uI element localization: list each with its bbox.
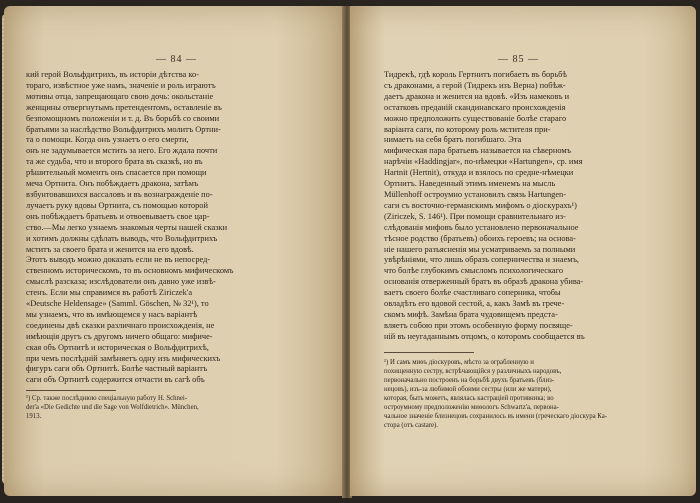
footnote-line: первоначально построенъ на борьбѣ двухъ братьевъ (близ-	[384, 377, 555, 384]
text-line: ская объ Ортнитѣ и историческая о Вольфдитрихѣ,	[26, 342, 209, 352]
text-line: тораго, извѣстное уже намъ, значеніе и роль играютъ	[26, 80, 216, 90]
text-line: мифическая пара братьевъ называется на сѣверномъ	[384, 146, 572, 156]
text-line: Ортнитъ. Наведенный этимъ именемъ на мысль	[384, 179, 556, 189]
text-line: что болѣе глубокимъ смысломъ психологическаго	[384, 266, 564, 276]
text-line: скомъ мифѣ. Замѣна брата чудовищемъ предста-	[384, 309, 558, 319]
right-page	[350, 6, 696, 496]
left-footnote-rule	[26, 390, 116, 391]
text-line: «Deutsche Heldensage» (Samml. Göschen, № 32¹), то	[26, 299, 209, 309]
footnote-line: похищенную сестру, встрѣчающійся у различныхъ народовъ,	[384, 368, 562, 375]
left-page-number: — 84 —	[156, 54, 197, 65]
text-line: та же судьба, что и второго брата въ сказкѣ, но въ	[26, 157, 203, 167]
text-line: Hartnit (Hertnit), откуда и взялось по средне-нѣмецки	[384, 168, 574, 178]
text-line: смыслѣ разсказа; изслѣдователи онъ давно уже извѣ-	[26, 277, 216, 287]
text-line: мы узнаемъ, что въ имѣющемся у насъ варіантѣ	[26, 309, 198, 319]
text-line: вляетъ собою при этомъ особенную форму посвяще-	[384, 320, 573, 330]
footnote-line: ¹) И самъ миѳъ діоскуровъ, мѣсто за ограбленную и	[384, 359, 534, 366]
text-line: кий герой Вольфдитрихъ, въ исторіи дѣтства ко-	[26, 70, 199, 79]
text-line: слѣдованія мифовъ было установлено первоначальное	[384, 222, 579, 232]
text-line: фигуръ саги объ Ортнитѣ. Болѣе частный варіантъ	[26, 364, 208, 374]
left-page-body	[26, 70, 318, 386]
text-line: имѣющія другъ съ другомъ ничего общаго: мифиче-	[26, 331, 213, 341]
text-line: онъ побѣждаетъ братьевъ и отвоевываетъ свое цар-	[26, 211, 210, 221]
text-line: овладѣть его вдовой сестой, а, какъ Замѣ въ грече-	[384, 299, 565, 309]
text-line: тѣсное родство (братьевъ) обоихъ героевъ; на основа-	[384, 233, 576, 243]
text-line: братьями за наслѣдство Вольфдитрихъ молитъ Ортни-	[26, 124, 221, 134]
right-footnote-rule	[384, 352, 474, 353]
footnote-line: стора (отъ castare).	[384, 422, 438, 429]
footnote-line: ¹) Ср. также послѣднюю спеціальную работу H. Schnei-	[26, 395, 188, 402]
text-line: ній въ неугаданнымъ отцомъ, о которомъ сообщается въ	[384, 331, 585, 341]
text-line: Тидрекѣ, гдѣ король Гертнитъ погибаетъ въ борьбѣ	[384, 70, 567, 79]
text-line: ніе нашего разъясненія мы усматриваемъ за полными	[384, 244, 576, 254]
text-line: Müllenhoff остроумно установилъ связь Hartungen-	[384, 189, 567, 199]
text-line: соединены двѣ сказки различнаго происхожденія, не	[26, 320, 215, 330]
footnote-line: остроумному предположенію миѳологъ Schwartz'а, первона-	[384, 404, 559, 411]
right-page-footnote	[384, 358, 676, 430]
text-line: съ драконами, а герой (Тидрекъ изъ Верна) побѣж-	[384, 80, 566, 90]
text-line: и хотимъ должны сдѣлать выводъ, что Вольфдитрихъ	[26, 233, 218, 243]
text-line: онъ не задумывается мстить за него. Его ждала почти	[26, 146, 218, 156]
text-line: мститъ за своего брата и женится на его вдовѣ.	[26, 244, 194, 254]
text-line: лучаетъ руку вдовы Ортнита, съ помощью которой	[26, 200, 208, 210]
text-line: увѣрѣніями, что лишь образъ соперничества и знаемъ,	[384, 255, 580, 265]
text-line: нарѣчіи «Haddingjar», по-нѣмецки «Hartungen», ср. имя	[384, 157, 583, 167]
text-line: остатковъ преданій скандинавскаго происхожденія	[384, 102, 566, 112]
right-page-body	[384, 70, 676, 343]
text-line: рѣшительный моментъ онъ спасается при помощи	[26, 168, 207, 178]
text-line: взбунтовавшихся вассаловъ и въ вознагражденіе по-	[26, 189, 213, 199]
text-line: можно предположить существованіе болѣе стараго	[384, 113, 567, 123]
left-page-footnote	[26, 394, 318, 421]
text-line: саги съ восточно-германскимъ мифомъ о діоскурахъ¹)	[384, 200, 577, 210]
footnote-line: чальное значеніе близнецовъ сохранилось въ имени (греческаго діоскура Ка-	[384, 413, 608, 420]
text-line: та о помощи. Когда онъ узнаетъ о его смерти,	[26, 135, 189, 145]
footnote-line: 1913.	[26, 413, 42, 420]
text-line: ственномъ историческомъ, то въ основномъ мифическомъ	[26, 266, 234, 276]
text-line: стенъ. Если мы справимся въ работѣ Zirіczek'а	[26, 288, 193, 298]
footnote-line: которая, быть можетъ, являлась кастраціей противника; во	[384, 395, 554, 402]
right-page-number: — 85 —	[498, 54, 539, 65]
text-line: нимаетъ на себя братъ погибшаго. Эта	[384, 135, 522, 145]
text-line: ство.—Мы легко узнаемъ знакомыя черты нашей сказки	[26, 222, 228, 232]
text-line: даетъ дракона и женится на вдовѣ. «Изъ намековъ и	[384, 91, 570, 101]
text-line: меча Ортнита. Онъ побѣждаетъ дракона, затѣмъ	[26, 179, 199, 189]
text-line: безпомощномъ положеніи и т. д. Въ борьбѣ со своими	[26, 113, 220, 123]
footnote-line: der'a «Die Gedichte und die Sage von Wolfdietrich». München,	[26, 404, 199, 411]
text-line: Этотъ выводъ можно доказать если не въ непосред-	[26, 255, 211, 265]
open-book	[4, 6, 696, 498]
text-line: при чемъ послѣдній замѣняетъ одну изъ мифическихъ	[26, 353, 221, 363]
text-line: саги объ Ортнитѣ содержится отчасти въ сагѣ объ	[26, 375, 205, 385]
text-line: варіанта саги, по которому роль мстителя при-	[384, 124, 551, 134]
text-line: мотивы отца, запрещающаго свою дочь: окольстаніе	[26, 91, 214, 101]
left-page	[4, 6, 344, 496]
text-line: ваетъ своего болѣе счастливаго соперника, чтобы	[384, 288, 561, 298]
text-line: основанія отверженный братъ въ образѣ дракона убива-	[384, 277, 584, 287]
footnote-line: нецовъ), изъ-за любимой обоими сестры (или же матери),	[384, 386, 552, 393]
text-line: женщины отвергнутымъ претендентомъ, оставленіе въ	[26, 102, 222, 112]
text-line: (Zirіczek, S. 146¹). При помощи сравнительнаго из-	[384, 211, 566, 221]
